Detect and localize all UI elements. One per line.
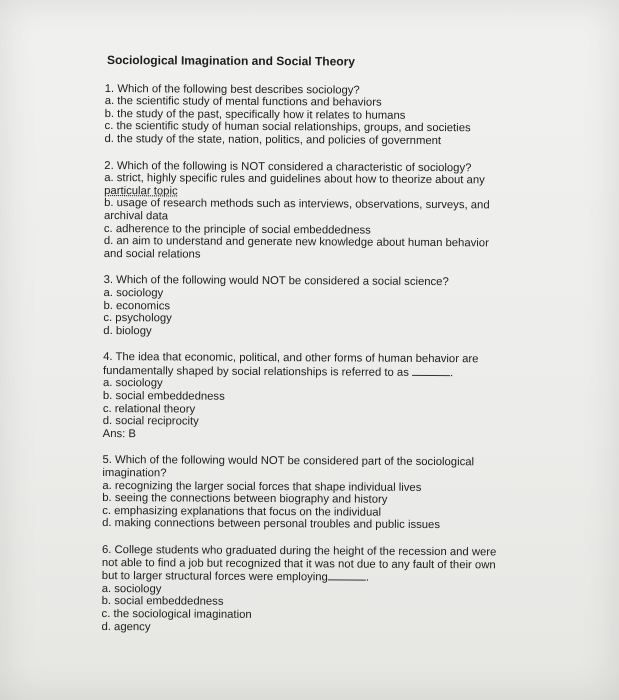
question-5 xyxy=(102,454,512,532)
question-text-tail: fundamentally shaped by social relationships is referred to as xyxy=(103,364,409,379)
question-text: 3. Which of the following would NOT be considered a social science? xyxy=(103,274,449,289)
answer-option: a. sociology xyxy=(103,286,164,300)
question-text: 6. College students who graduated during the height of the recession and were xyxy=(101,543,497,559)
question-text: 1. Which of the following best describes sociology? xyxy=(104,82,360,97)
answer-option: a. sociology xyxy=(102,377,163,390)
answer-option: c. relational theory xyxy=(102,402,196,416)
answer-option: c. the scientific study of human social relationships, groups, and societies xyxy=(104,120,471,135)
answer-option: d. the study of the state, nation, politics, and policies of government xyxy=(104,132,442,148)
answer-option: c. the sociological imagination xyxy=(101,607,252,621)
answer-key: Ans: B xyxy=(102,427,136,441)
question-text: 4. The idea that economic, political, and other forms of human behavior are xyxy=(103,351,479,366)
fill-in-blank xyxy=(412,366,450,376)
question-text-tail: but to larger structural forces were employing xyxy=(101,570,328,584)
fill-in-blank xyxy=(328,571,366,581)
answer-option-continued: and social relations xyxy=(103,247,201,261)
question-1 xyxy=(104,83,514,148)
answer-option: c. psychology xyxy=(103,312,172,325)
question-text: 5. Which of the following would NOT be considered part of the sociological xyxy=(102,454,475,469)
answer-option: a. recognizing the larger social forces that shape individual lives xyxy=(102,479,422,494)
question-text-continued: not able to find a job but recognized that it was not due to any fault of their own xyxy=(101,556,496,571)
question-2 xyxy=(104,160,515,263)
question-4 xyxy=(103,351,514,443)
question-text: 2. Which of the following is NOT considered a characteristic of sociology? xyxy=(104,159,472,174)
answer-option: b. social embeddedness xyxy=(102,390,225,403)
question-6 xyxy=(101,544,512,636)
question-3 xyxy=(103,274,513,339)
answer-option: d. an aim to understand and generate new knowledge about human behavior xyxy=(103,235,489,250)
answer-option-continued: archival data xyxy=(103,209,169,223)
answer-option: b. seeing the connections between biography and history xyxy=(102,492,388,506)
answer-option: d. agency xyxy=(101,620,151,633)
answer-option: c. adherence to the principle of social embeddedness xyxy=(103,222,371,237)
answer-option: a. the scientific study of mental functions and behaviors xyxy=(104,95,382,109)
question-text-continued: fundamentally shaped by social relationships is referred to as . xyxy=(103,364,454,380)
document-title: Sociological Imagination and Social Theory xyxy=(106,53,356,69)
worksheet-content xyxy=(101,54,515,650)
answer-option: d. social reciprocity xyxy=(102,415,199,428)
question-text-continued: but to larger structural forces were employing . xyxy=(101,570,370,584)
answer-option: a. strict, highly specific rules and guidelines about how to theorize about any xyxy=(104,172,485,187)
question-text-continued: imagination? xyxy=(102,467,167,480)
answer-option: a. sociology xyxy=(101,582,162,596)
answer-option: b. social embeddedness xyxy=(101,595,224,609)
answer-option: b. usage of research methods such as interviews, observations, surveys, and xyxy=(104,197,490,212)
answer-option: c. emphasizing explanations that focus on the individual xyxy=(102,504,382,519)
answer-option: d. making connections between personal troubles and public issues xyxy=(102,517,441,532)
answer-option-continued: particular topic xyxy=(104,184,178,198)
answer-option: b. the study of the past, specifically how it relates to humans xyxy=(104,107,406,122)
answer-option: d. biology xyxy=(103,324,152,337)
answer-option: b. economics xyxy=(103,299,171,312)
